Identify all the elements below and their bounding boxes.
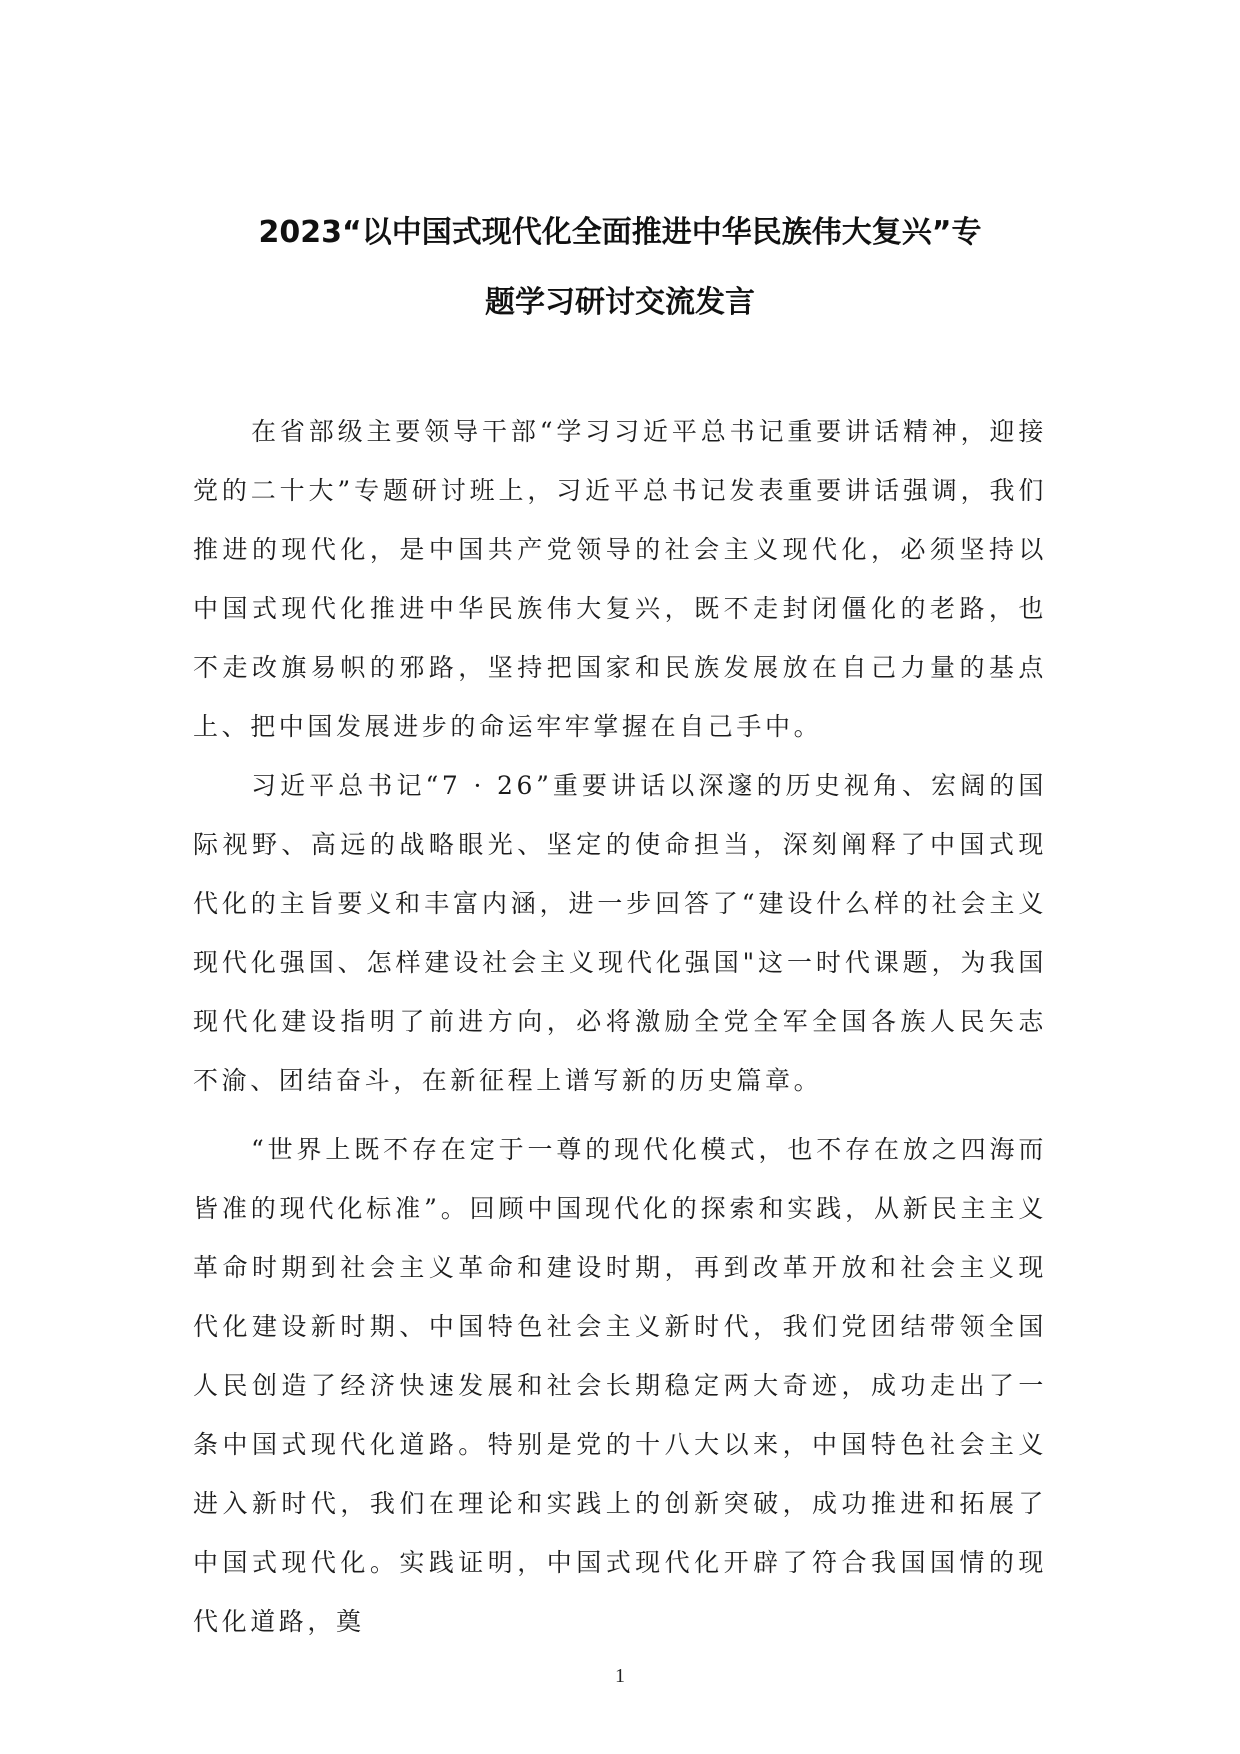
paragraph-3: “世界上既不存在定于一尊的现代化模式，也不存在放之四海而皆准的现代化标准”。回顾中国现代化的探索和实践，从新民主主义革命时期到社会主义革命和建设时期，再到改革开放和社会主义现代化建设新时期、中国特色社会主义新时代，我们党团结带领全国人民创造了经济快速发展和社会长期稳定两大奇迹，成功走出了一条中国式现代化道路。特别是党的十八大以来，中国特色社会主义进入新时代，我们在理论和实践上的创新突破，成功推进和拓展了中国式现代化。实践证明，中国式现代化开辟了符合我国国情的现代化道路，奠 (193, 1135, 1047, 1636)
title-line-2: 题学习研讨交流发言 (485, 285, 755, 320)
title-line-1: 2023“以中国式现代化全面推进中华民族伟大复兴”专 (258, 215, 982, 250)
page-title (200, 198, 1040, 338)
page-number: 1 (615, 1665, 625, 1687)
paragraph-2: 习近平总书记“7 · 26”重要讲话以深邃的历史视角、宏阔的国际视野、高远的战略眼光、坚定的使命担当，深刻阐释了中国式现代化的主旨要义和丰富内涵，进一步回答了“建设什么样的社会主义现代化强国、怎样建设社会主义现代化强国"这一时代课题，为我国现代化建设指明了前进方向，必将激励全党全军全国各族人民矢志不渝、团结奋斗，在新征程上谱写新的历史篇章。 (193, 771, 1047, 1095)
paragraph-1: 在省部级主要领导干部“学习习近平总书记重要讲话精神，迎接党的二十大”专题研讨班上，习近平总书记发表重要讲话强调，我们推进的现代化，是中国共产党领导的社会主义现代化，必须坚持以中国式现代化推进中华民族伟大复兴，既不走封闭僵化的老路，也不走改旗易帜的邪路，坚持把国家和民族发展放在自己力量的基点上、把中国发展进步的命运牢牢掌握在自己手中。 (193, 417, 1047, 741)
document-body (193, 402, 1047, 1651)
